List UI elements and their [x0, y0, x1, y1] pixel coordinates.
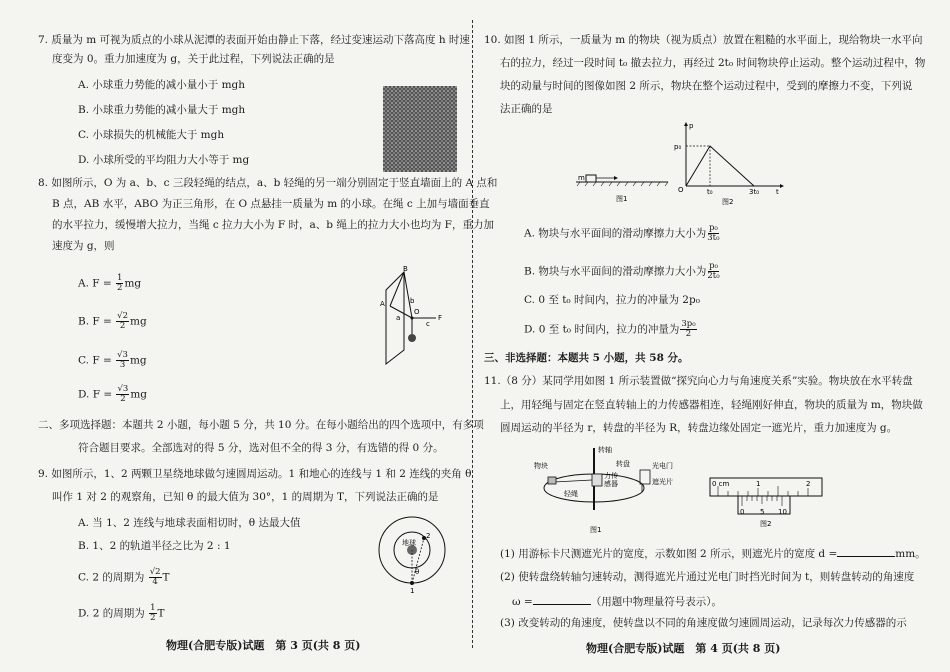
q8-stem-line3: 的水平拉力，缓慢增大拉力，当绳 c 拉力大小为 F 时，a、b 绳上的拉力大小也均为 F，重力加: [52, 219, 494, 231]
fig-label-earth: 地球: [402, 539, 416, 547]
q10-stem-line1: 10. 如图 1 所示，一质量为 m 的物块（视为质点）放置在粗糙的水平面上，现给物块一水平向: [484, 34, 923, 46]
q10-option-d: D. 0 至 t₀ 时间内，拉力的冲量为 $\frac{\text{3p₀}}{2}$: [524, 319, 696, 339]
q10-fig1-caption: 图1: [616, 195, 628, 203]
q10-option-a: A. 物块与水平面间的滑动摩擦力大小为 $\frac{\text{p₀}}{\text{3t₀}}$: [524, 223, 720, 243]
fig-label-vernier-5: 5: [760, 508, 765, 516]
left-page-footer: 物理(合肥专版)试题 第 3 页(共 8 页): [166, 639, 361, 652]
fig-label-origin: O: [678, 186, 684, 194]
fig-label-B: B: [403, 265, 408, 273]
q10-fig2-caption: 图2: [722, 198, 734, 206]
q11-vernier-figure: [710, 478, 826, 542]
q7-option-a: A. 小球重力势能的减小量小于 mgh: [78, 79, 246, 91]
q11-sub3: (3) 改变转动的角速度，使转盘以不同的角速度做匀速圆周运动，记录每次力传感器的示: [500, 617, 907, 629]
q10-stem-line4: 法正确的是: [500, 103, 553, 115]
fig-label-c: c: [426, 320, 430, 328]
fig-label-O: O: [414, 308, 420, 316]
fig-label-gate: 光电门: [652, 462, 673, 470]
fig-label-main-2: 2: [806, 480, 811, 488]
section2-line2: 符合题目要求。全部选对的得 5 分，选对但不全的得 3 分，有选错的得 0 分。: [78, 442, 444, 454]
fig-label-vernier-10: 10: [778, 508, 787, 516]
fig-label-theta: θ: [415, 568, 420, 576]
answer-blank-omega[interactable]: [533, 594, 591, 605]
right-page: [478, 0, 950, 672]
answer-blank-d[interactable]: [837, 546, 895, 557]
right-page-footer: 物理(合肥专版)试题 第 4 页(共 8 页): [586, 642, 781, 655]
q11-stem-line3: 圆周运动的半径为 r，转盘的半径为 R，转盘边缘处固定一遮光片，重力加速度为 g。: [500, 422, 898, 434]
fig-label-vernier-0: 0: [740, 508, 745, 516]
fig-label-p: p: [689, 122, 694, 130]
q9-orbit-figure: [378, 508, 458, 604]
q8-option-c: C. F = $\frac{√3}{3}$ mg: [78, 350, 147, 370]
fig-label-m: m: [578, 174, 585, 182]
section3-heading: 三、非选择题：本题共 5 小题，共 58 分。: [484, 352, 689, 364]
fig-label-main-1: 1: [756, 480, 761, 488]
q10-stem-line2: 右的拉力，经过一段时间 t₀ 撤去拉力，再经过 2t₀ 时间物块停止运动。整个运动过程中，物: [500, 57, 926, 69]
fig-label-rope: 轻绳: [564, 490, 578, 498]
q9-stem-line1: 9. 如图所示，1、2 两颗卫星绕地球做匀速圆周运动。1 和地心的连线与 1 和 2 连线的夹角 θ: [38, 468, 472, 480]
fig-label-b: b: [410, 297, 415, 305]
fig-label-sensor-2: 感器: [604, 480, 618, 488]
fig-label-1: 1: [410, 587, 415, 595]
fig-label-A: A: [380, 300, 385, 308]
fig-label-disc: 转盘: [616, 460, 630, 468]
fig-label-t: t: [776, 188, 779, 196]
q11-sub2-line1: (2) 使转盘绕转轴匀速转动，测得遮光片通过光电门时挡光时间为 t，则转盘转动的角速度: [500, 571, 915, 583]
fig-label-sensor-1: 力传: [604, 472, 618, 480]
fig-label-t0: t₀: [707, 188, 713, 196]
q11-stem-line2: 上，用轻绳与固定在竖直转轴上的力传感器相连，轻绳刚好伸直，物块的质量为 m，物块做: [500, 399, 923, 411]
fig-label-p0: p₀: [674, 143, 682, 151]
fig-label-block: 物块: [534, 462, 548, 470]
q9-stem-line2: 叫作 1 对 2 的观察角，已知 θ 的最大值为 30°，1 的周期为 T，下列说法正确的是: [52, 491, 439, 503]
fig-label-F: F: [438, 314, 443, 322]
q10-option-c: C. 0 至 t₀ 时间内，拉力的冲量为 2p₀: [524, 294, 700, 306]
fig-label-0cm: 0 cm: [712, 480, 730, 488]
q8-rope-figure: [376, 265, 456, 364]
q11-sub2-line2: ω = （用题中物理量符号表示）。: [512, 596, 722, 608]
section2-line1: 二、多项选择题：本题共 2 小题，每小题 5 分，共 10 分。在每小题给出的四个选项中，有多项: [38, 419, 484, 431]
q8-stem-line4: 速度为 g，则: [52, 240, 115, 252]
q11-fig1-caption: 图1: [590, 526, 602, 534]
fig-label-shade: 遮光片: [652, 478, 673, 486]
q11-stem-line1: 11.（8 分）某同学用如图 1 所示装置做“探究向心力与角速度关系”实验。物块放在水平转盘: [484, 375, 913, 387]
fig-label-3t0: 3t₀: [749, 188, 760, 196]
q7-stem-line1: 7. 质量为 m 可视为质点的小球从泥潭的表面开始由静止下落，经过变速运动下落高度 h 时速: [38, 34, 470, 46]
q10-stem-line3: 块的动量与时间的图像如图 2 所示，物块在整个运动过程中，受到的摩擦力不变，下列说: [500, 80, 913, 92]
q11-fig2-caption: 图2: [760, 520, 772, 528]
q9-option-d: D. 2 的周期为 $\frac{1}{2}$ T: [78, 603, 165, 623]
q7-option-c: C. 小球损失的机械能大于 mgh: [78, 129, 225, 141]
fig-label-a: a: [396, 314, 401, 322]
q8-option-d: D. F = $\frac{√3}{2}$ mg: [78, 384, 147, 404]
q9-option-a: A. 当 1、2 连线与地球表面相切时，θ 达最大值: [78, 517, 301, 529]
q11-figure-1: [534, 440, 684, 536]
q7-stem-line2: 度变为 0。重力加速度为 g，关于此过程，下列说法正确的是: [52, 53, 335, 65]
q9-option-b: B. 1、2 的轨道半径之比为 2 : 1: [78, 540, 231, 552]
q8-stem-line2: B 点，AB 水平，ABO 为正三角形，在 O 点悬挂一质量为 m 的小球。在绳 c 上加与墙面垂直: [52, 198, 490, 210]
q8-option-a: A. F = $\frac{1}{2}$ mg: [78, 273, 142, 293]
q11-sub1: (1) 用游标卡尺测遮光片的宽度，示数如图 2 所示，则遮光片的宽度 d = mm。: [500, 548, 926, 560]
q8-stem-line1: 8. 如图所示，O 为 a、b、c 三段轻绳的结点，a、b 轻绳的另一端分别固定于竖直墙面上的 A 点和: [38, 177, 498, 189]
q10-option-b: B. 物块与水平面间的滑动摩擦力大小为 $\frac{\text{p₀}}{\text{2t₀}}$: [524, 261, 720, 281]
q8-option-b: B. F = $\frac{√2}{2}$ mg: [78, 311, 147, 331]
q9-option-c: C. 2 的周期为 $\frac{√2}{4}$ T: [78, 567, 170, 587]
q10-figure-2: [676, 120, 786, 206]
fig-label-2: 2: [426, 532, 431, 540]
q7-option-b: B. 小球重力势能的减小量大于 mgh: [78, 104, 246, 116]
mud-figure: [383, 86, 457, 172]
fig-label-axis: 转轴: [598, 446, 612, 454]
q10-figure-1: [576, 168, 671, 208]
q7-option-d: D. 小球所受的平均阻力大小等于 mg: [78, 154, 250, 166]
